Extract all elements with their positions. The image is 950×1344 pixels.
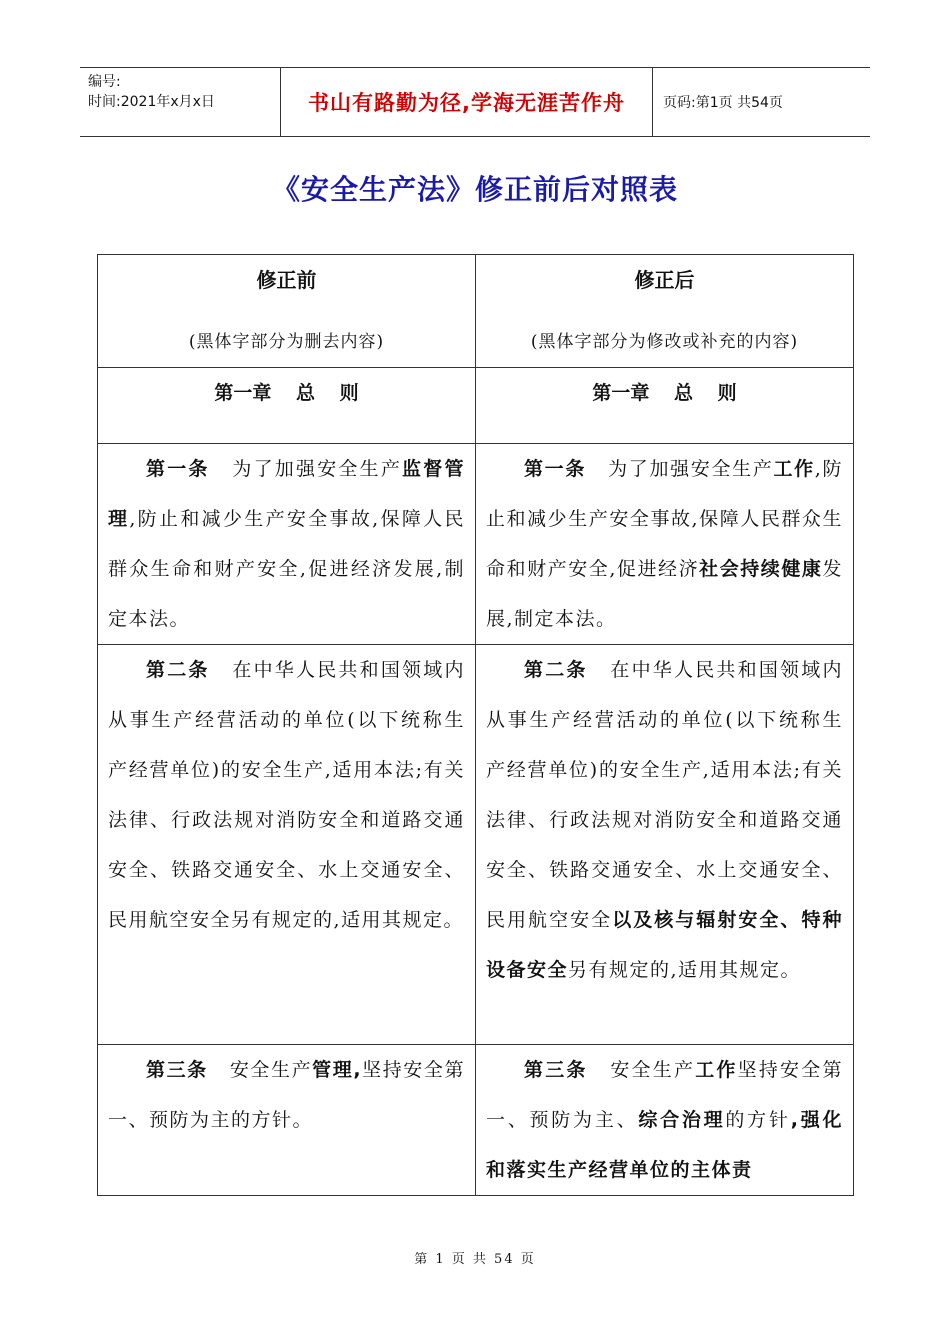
- article-2-after: [476, 645, 854, 1045]
- article-text: ,防止和减少生产安全事故,保障人民群众生命和财产安全,促进经济发展,制定本法。: [108, 508, 465, 630]
- article-text: 坚持安全第一、预防为主、: [486, 1059, 843, 1131]
- table-row: [98, 444, 854, 645]
- article-text: 在中华人民共和国领域内从事生产经营活动的单位(以下统称生产经营单位)的安全生产,适用本法;有关法律、行政法规对消防安全和道路交通安全、铁路交通安全、水上交通安全、民用航空安全: [486, 659, 843, 931]
- column-after-header: [476, 255, 854, 368]
- article-bold-text: 以及核与辐射安全、特种设备安全: [486, 909, 843, 981]
- article-label: 第二条: [524, 659, 588, 681]
- article-label: 第三条: [146, 1059, 208, 1081]
- article-label: 第一条: [146, 458, 210, 480]
- article-bold-text: 管理,: [312, 1059, 363, 1081]
- column-after-title: 修正后: [634, 268, 695, 292]
- document-title: 《安全生产法》修正前后对照表: [271, 173, 678, 206]
- article-3-after: [476, 1045, 854, 1196]
- article-label: 第一条: [524, 458, 586, 480]
- article-bold-text: ,强化和落实生产经营单位的主体责: [486, 1109, 843, 1181]
- column-before-title: 修正前: [256, 268, 317, 292]
- article-text: 另有规定的,适用其规定。: [568, 959, 802, 981]
- article-2-before: [98, 645, 476, 1045]
- comparison-table: [97, 254, 854, 1196]
- article-text: 发展,制定本法。: [486, 558, 843, 630]
- chapter-before: 第一章 总 则: [98, 368, 476, 444]
- chapter-row: [98, 368, 854, 444]
- column-before-header: [98, 255, 476, 368]
- table-row: [98, 645, 854, 1045]
- article-1-before: [98, 444, 476, 645]
- article-text: 在中华人民共和国领域内从事生产经营活动的单位(以下统称生产经营单位)的安全生产,适用本法;有关法律、行政法规对消防安全和道路交通安全、铁路交通安全、水上交通安全、民用航空安全另有规定的,适用其规定。: [108, 659, 465, 931]
- article-bold-text: 监督管理: [108, 458, 465, 530]
- article-text: 为了加强安全生产: [607, 458, 774, 480]
- header-page-info: 页码:第1页 共54页: [663, 95, 783, 111]
- article-3-before: [98, 1045, 476, 1196]
- column-after-note: (黑体字部分为修改或补充的内容): [530, 332, 799, 352]
- article-text: 坚持安全第一、预防为主的方针。: [108, 1059, 465, 1131]
- article-text: 安全生产: [609, 1059, 696, 1081]
- article-bold-text: 综合治理: [638, 1109, 726, 1131]
- article-1-after: [476, 444, 854, 645]
- page-header: [80, 67, 870, 137]
- article-label: 第二条: [146, 659, 210, 681]
- header-motto: 书山有路勤为径,学海无涯苦作舟: [280, 68, 653, 136]
- column-before-note: (黑体字部分为删去内容): [188, 332, 385, 352]
- article-text: 的方针: [725, 1109, 791, 1131]
- header-meta: [80, 68, 280, 136]
- number-label: 编号:: [88, 74, 121, 90]
- article-bold-text: 社会持续健康: [699, 558, 823, 580]
- page-footer: 第 1 页 共 54 页: [414, 1252, 536, 1267]
- article-text: 为了加强安全生产: [231, 458, 403, 480]
- article-label: 第三条: [524, 1059, 588, 1081]
- article-text: 安全生产: [229, 1059, 313, 1081]
- article-bold-text: 工作: [773, 458, 815, 480]
- time-label: 时间:2021年x月x日: [88, 94, 215, 110]
- table-row: [98, 1045, 854, 1196]
- table-header-row: [98, 255, 854, 368]
- chapter-after: 第一章 总 则: [476, 368, 854, 444]
- article-text: ,防止和减少生产安全事故,保障人民群众生命和财产安全,促进经济: [486, 458, 843, 580]
- article-bold-text: 工作: [695, 1059, 738, 1081]
